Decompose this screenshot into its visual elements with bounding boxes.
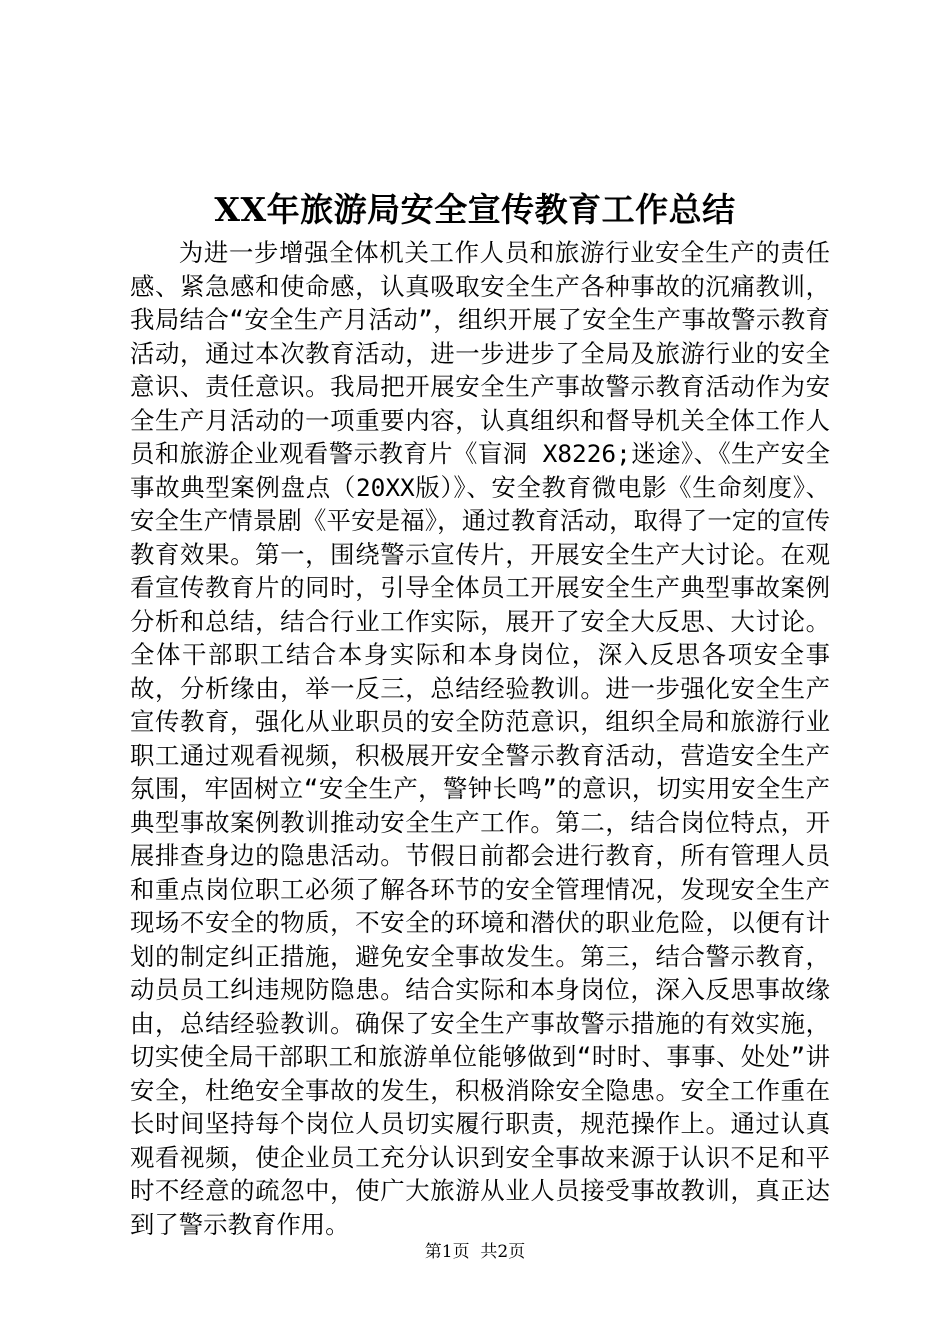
document-body	[130, 236, 830, 1241]
page-footer	[0, 1240, 950, 1264]
page-number: 第1页	[424, 1242, 470, 1262]
footer-separator	[470, 1242, 481, 1262]
body-paragraph: 为进一步增强全体机关工作人员和旅游行业安全生产的责任感、紧急感和使命感，认真吸取安全生产各种事故的沉痛教训，我局结合“安全生产月活动”，组织开展了安全生产事故警示教育活动，通过本次教育活动，进一步进步了全局及旅游行业的安全意识、责任意识。我局把开展安全生产事故警示教育活动作为安全生产月活动的一项重要内容，认真组织和督导机关全体工作人员和旅游企业观看警示教育片《盲洞 X8226;迷途》、《生产安全事故典型案例盘点（20XX版）》、安全教育微电影《生命刻度》、安全生产情景剧《平安是福》，通过教育活动，取得了一定的宣传教育效果。第一，围绕警示宣传片，开展安全生产大讨论。在观看宣传教育片的同时，引导全体员工开展安全生产典型事故案例分析和总结，结合行业工作实际，展开了安全大反思、大讨论。全体干部职工结合本身实际和本身岗位，深入反思各项安全事故，分析缘由，举一反三，总结经验教训。进一步强化安全生产宣传教育，强化从业职员的安全防范意识，组织全局和旅游行业职工通过观看视频，积极展开安全警示教育活动，营造安全生产氛围，牢固树立“安全生产，警钟长鸣”的意识，切实用安全生产典型事故案例教训推动安全生产工作。第二，结合岗位特点，开展排查身边的隐患活动。节假日前都会进行教育，所有管理人员和重点岗位职工必须了解各环节的安全管理情况，发现安全生产现场不安全的物质，不安全的环境和潜伏的职业危险，以便有计划的制定纠正措施，避免安全事故发生。第三，结合警示教育，动员员工纠违规防隐患。结合实际和本身岗位，深入反思事故缘由，总结经验教训。确保了安全生产事故警示措施的有效实施，切实使全局干部职工和旅游单位能够做到“时时、事事、处处”讲安全，杜绝安全事故的发生，积极消除安全隐患。安全工作重在长时间坚持每个岗位人员切实履行职责，规范操作上。通过认真观看视频，使企业员工充分认识到安全事故来源于认识不足和平时不经意的疏忽中，使广大旅游从业人员接受事故教训，真正达到了警示教育作用。	[130, 238, 830, 1239]
document-title: XX年旅游局安全宣传教育工作总结	[214, 190, 736, 229]
page-total: 共2页	[480, 1242, 526, 1262]
